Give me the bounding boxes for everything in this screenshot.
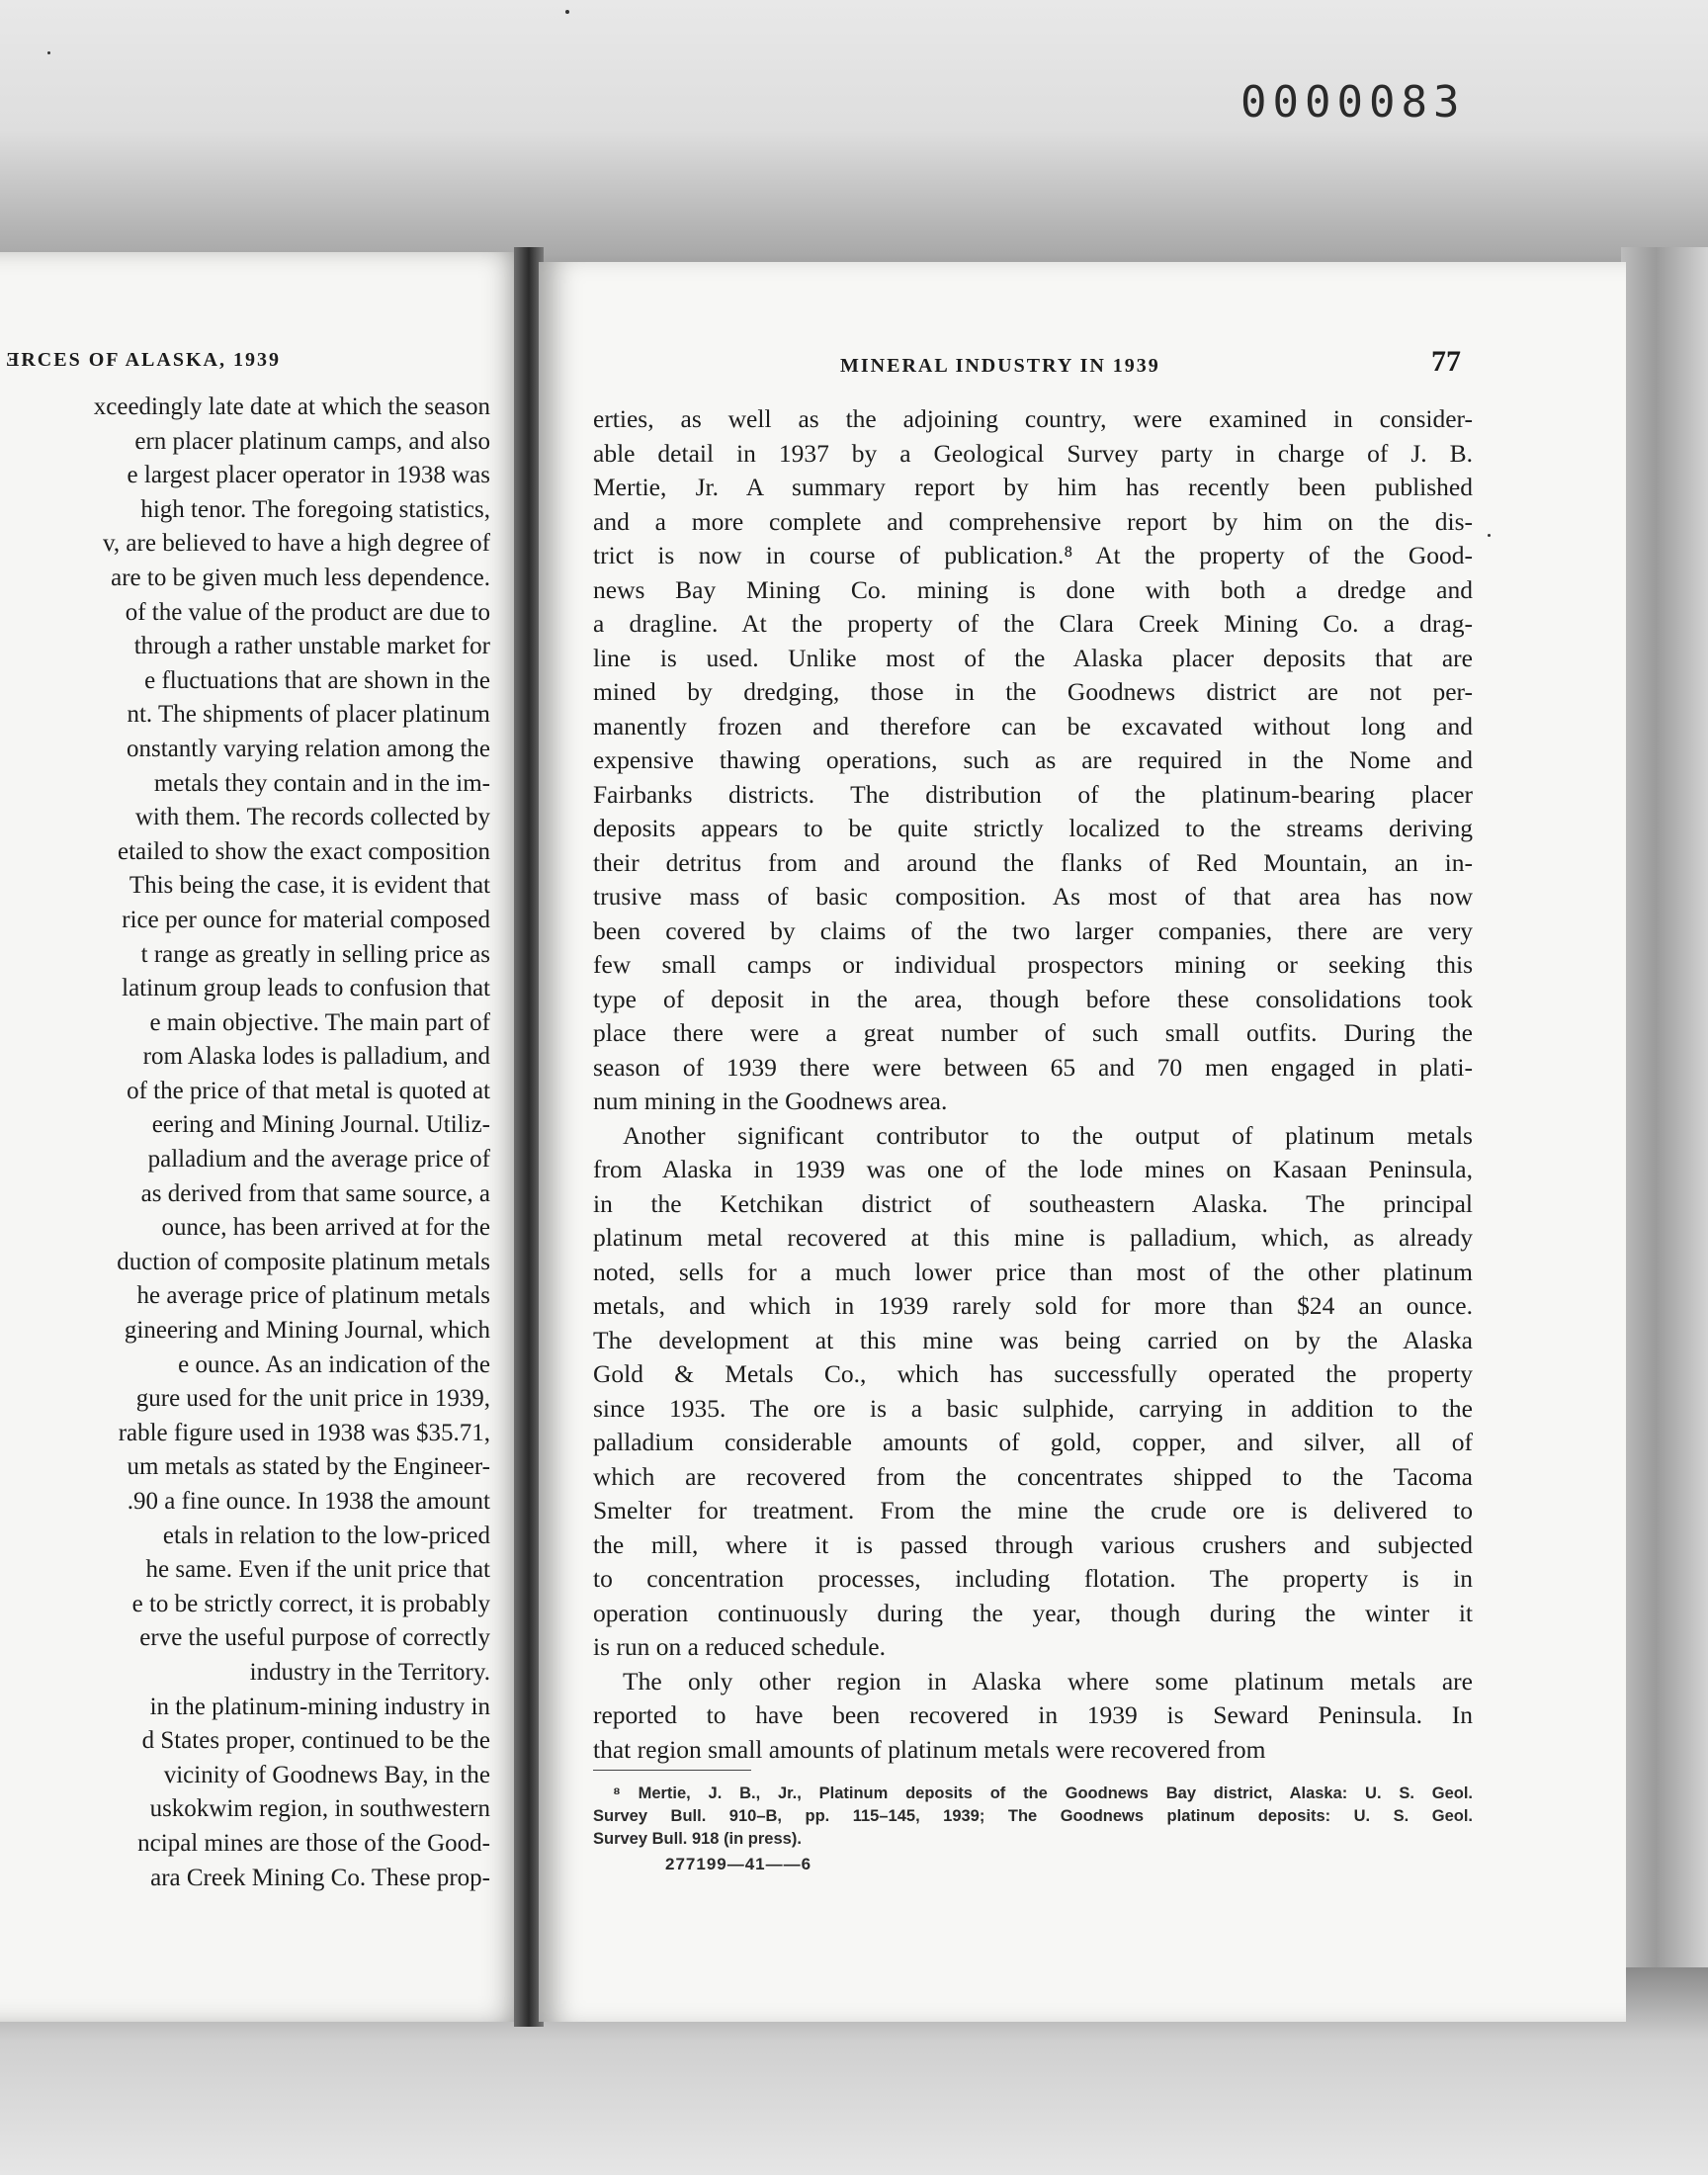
- page-number: 77: [1431, 345, 1461, 378]
- left-page-line: ern placer platinum camps, and also: [134, 427, 490, 455]
- print-code: 277199—41——6: [665, 1855, 812, 1873]
- text-line: metals, and which in 1939 rarely sold for more than $24 an ounce.: [593, 1291, 1473, 1320]
- text-line: able detail in 1937 by a Geological Survey party in charge of J. B.: [593, 438, 1473, 468]
- left-page-line: in the platinum-mining industry in: [149, 1693, 490, 1720]
- text-line: been covered by claims of the two larger companies, there are very: [593, 915, 1473, 945]
- scan-speck: [47, 51, 50, 54]
- footnote-line: ⁸ Mertie, J. B., Jr., Platinum deposits of the Goodnews Bay district, Alaska: U. S. Geol.: [613, 1784, 1473, 1802]
- text-line: The development at this mine was being carried on by the Alaska: [593, 1325, 1473, 1354]
- left-page-line: as derived from that same source, a: [140, 1179, 490, 1207]
- left-page-line: nt. The shipments of placer platinum: [127, 701, 490, 729]
- left-page-line: latinum group leads to confusion that: [122, 975, 490, 1002]
- left-page-line: etailed to show the exact composition: [118, 837, 490, 865]
- right-page-header: [539, 345, 1626, 385]
- left-page: [0, 252, 532, 2022]
- text-line: operation continuously during the year, though during the winter it: [593, 1598, 1473, 1627]
- text-line: season of 1939 there were between 65 and 70 men engaged in plati-: [593, 1052, 1473, 1082]
- left-page-line: are to be given much less dependence.: [111, 564, 490, 591]
- left-page-line: industry in the Territory.: [249, 1658, 490, 1686]
- left-page-line: ncipal mines are those of the Good-: [137, 1829, 490, 1857]
- left-page-line: metals they contain and in the im-: [153, 769, 490, 797]
- left-page-line: t range as greatly in selling price as: [140, 940, 490, 968]
- left-page-line: he average price of platinum metals: [136, 1282, 490, 1310]
- text-line: mined by dredging, those in the Goodnews district are not per-: [593, 677, 1473, 706]
- text-line: news Bay Mining Co. mining is done with both a dredge and: [593, 574, 1473, 604]
- text-line: platinum metal recovered at this mine is palladium, which, as already: [593, 1223, 1473, 1252]
- left-page-line: rable figure used in 1938 was $35.71,: [118, 1419, 490, 1446]
- text-line: reported to have been recovered in 1939 is Seward Peninsula. In: [593, 1700, 1473, 1729]
- text-line: trusive mass of basic composition. As most of that area has now: [593, 882, 1473, 911]
- text-line: expensive thawing operations, such as are required in the Nome and: [593, 745, 1473, 774]
- left-page-line: This being the case, it is evident that: [128, 872, 490, 900]
- left-page-line: of the price of that metal is quoted at: [127, 1077, 490, 1104]
- left-page-line: ounce, has been arrived at for the: [161, 1214, 490, 1242]
- left-page-text: [6, 391, 520, 1895]
- left-page-line: xceedingly late date at which the season: [93, 393, 490, 420]
- paragraph-1: [593, 402, 1473, 1119]
- left-page-line: v, are believed to have a high degree of: [103, 530, 490, 558]
- right-page-running-title: MINERAL INDUSTRY IN 1939: [840, 355, 1160, 377]
- text-line: noted, sells for a much lower price than most of the other platinum: [593, 1257, 1473, 1286]
- text-line: manently frozen and therefore can be excavated without long and: [593, 711, 1473, 740]
- paragraph-2: [593, 1119, 1473, 1665]
- left-page-line: ara Creek Mining Co. These prop-: [150, 1864, 490, 1891]
- left-page-line: d States proper, continued to be the: [141, 1727, 490, 1755]
- left-page-running-title: ƎRCES OF ALASKA, 1939: [6, 349, 281, 371]
- text-line: The only other region in Alaska where some platinum metals are: [623, 1666, 1473, 1696]
- text-line: type of deposit in the area, though before these consolidations took: [593, 984, 1473, 1013]
- left-page-line: erve the useful purpose of correctly: [139, 1624, 490, 1652]
- text-line: in the Ketchikan district of southeastern Alaska. The principal: [593, 1188, 1473, 1218]
- left-page-line: e ounce. As an indication of the: [178, 1350, 490, 1378]
- text-line: that region small amounts of platinum metals were recovered from: [593, 1734, 1266, 1764]
- text-line: few small camps or individual prospectors mining or seeking this: [593, 950, 1473, 979]
- body-text: [593, 402, 1473, 1767]
- left-page-line: e fluctuations that are shown in the: [144, 666, 490, 694]
- text-line: since 1935. The ore is a basic sulphide, carrying in addition to the: [593, 1393, 1473, 1423]
- text-line: deposits appears to be quite strictly localized to the streams deriving: [593, 814, 1473, 842]
- left-page-line: e main objective. The main part of: [149, 1008, 490, 1036]
- text-line: is run on a reduced schedule.: [593, 1632, 886, 1661]
- text-line: from Alaska in 1939 was one of the lode mines on Kasaan Peninsula,: [593, 1155, 1473, 1183]
- text-line: their detritus from and around the flanks of Red Mountain, an in-: [593, 847, 1473, 877]
- text-line: line is used. Unlike most of the Alaska placer deposits that are: [593, 643, 1473, 672]
- text-line: Another significant contributor to the output of platinum metals: [623, 1120, 1473, 1150]
- text-line: num mining in the Goodnews area.: [593, 1087, 948, 1115]
- left-page-line: palladium and the average price of: [147, 1146, 490, 1174]
- left-page-line: of the value of the product are due to: [125, 598, 490, 626]
- left-page-line: he same. Even if the unit price that: [145, 1556, 490, 1584]
- paragraph-3: [593, 1665, 1473, 1768]
- footnote-divider: [593, 1770, 751, 1771]
- left-page-line: uskokwim region, in southwestern: [149, 1795, 490, 1823]
- left-page-line: gure used for the unit price in 1939,: [135, 1385, 490, 1413]
- footnote-line: Survey Bull. 910–B, pp. 115–145, 1939; The Goodnews platinum deposits: U. S. Geol.: [593, 1807, 1473, 1825]
- left-page-line: e largest placer operator in 1938 was: [127, 462, 490, 489]
- left-page-line: gineering and Mining Journal, which: [124, 1317, 490, 1345]
- text-line: trict is now in course of publication.⁸ At the property of the Good-: [593, 541, 1473, 569]
- left-page-line: e to be strictly correct, it is probably: [131, 1590, 490, 1617]
- right-page: [539, 262, 1626, 2022]
- left-page-line: duction of composite platinum metals: [117, 1248, 490, 1275]
- text-line: erties, as well as the adjoining country, were examined in consider-: [593, 404, 1473, 433]
- text-line: the mill, where it is passed through various crushers and subjected: [593, 1529, 1473, 1559]
- text-line: Smelter for treatment. From the mine the crude ore is delivered to: [593, 1496, 1473, 1524]
- text-line: and a more complete and comprehensive report by him on the dis-: [593, 506, 1473, 536]
- left-page-line: high tenor. The foregoing statistics,: [140, 495, 490, 523]
- text-line: palladium considerable amounts of gold, copper, and silver, all of: [593, 1428, 1473, 1456]
- text-line: a dragline. At the property of the Clara Creek Mining Co. a drag-: [593, 609, 1473, 638]
- left-page-line: rom Alaska lodes is palladium, and: [142, 1043, 490, 1071]
- text-line: Gold & Metals Co., which has successfully operated the property: [593, 1359, 1473, 1388]
- scan-speck: [1488, 534, 1491, 537]
- text-line: to concentration processes, including flotation. The property is in: [593, 1564, 1473, 1593]
- left-page-line: onstantly varying relation among the: [127, 735, 490, 762]
- left-page-line: vicinity of Goodnews Bay, in the: [163, 1761, 490, 1788]
- footnote: [593, 1783, 1473, 1851]
- footnote-line: Survey Bull. 918 (in press).: [593, 1830, 802, 1848]
- text-line: Mertie, Jr. A summary report by him has recently been published: [593, 473, 1473, 501]
- left-page-line: .90 a fine ounce. In 1938 the amount: [127, 1488, 490, 1515]
- text-line: which are recovered from the concentrates shipped to the Tacoma: [593, 1461, 1473, 1491]
- left-page-line: through a rather unstable market for: [133, 633, 490, 660]
- left-page-line: eering and Mining Journal. Utiliz-: [151, 1111, 490, 1139]
- left-page-line: um metals as stated by the Engineer-: [127, 1453, 490, 1481]
- text-line: Fairbanks districts. The distribution of the platinum-bearing placer: [593, 779, 1473, 809]
- text-line: place there were a great number of such small outfits. During the: [593, 1018, 1473, 1047]
- scan-background-right: [1621, 247, 1708, 2007]
- left-page-line: etals in relation to the low-priced: [162, 1522, 490, 1549]
- scan-speck: [565, 10, 569, 14]
- left-page-line: rice per ounce for material composed: [122, 906, 490, 933]
- left-page-line: with them. The records collected by: [134, 804, 490, 831]
- document-stamp-number: 0000083: [1240, 77, 1466, 128]
